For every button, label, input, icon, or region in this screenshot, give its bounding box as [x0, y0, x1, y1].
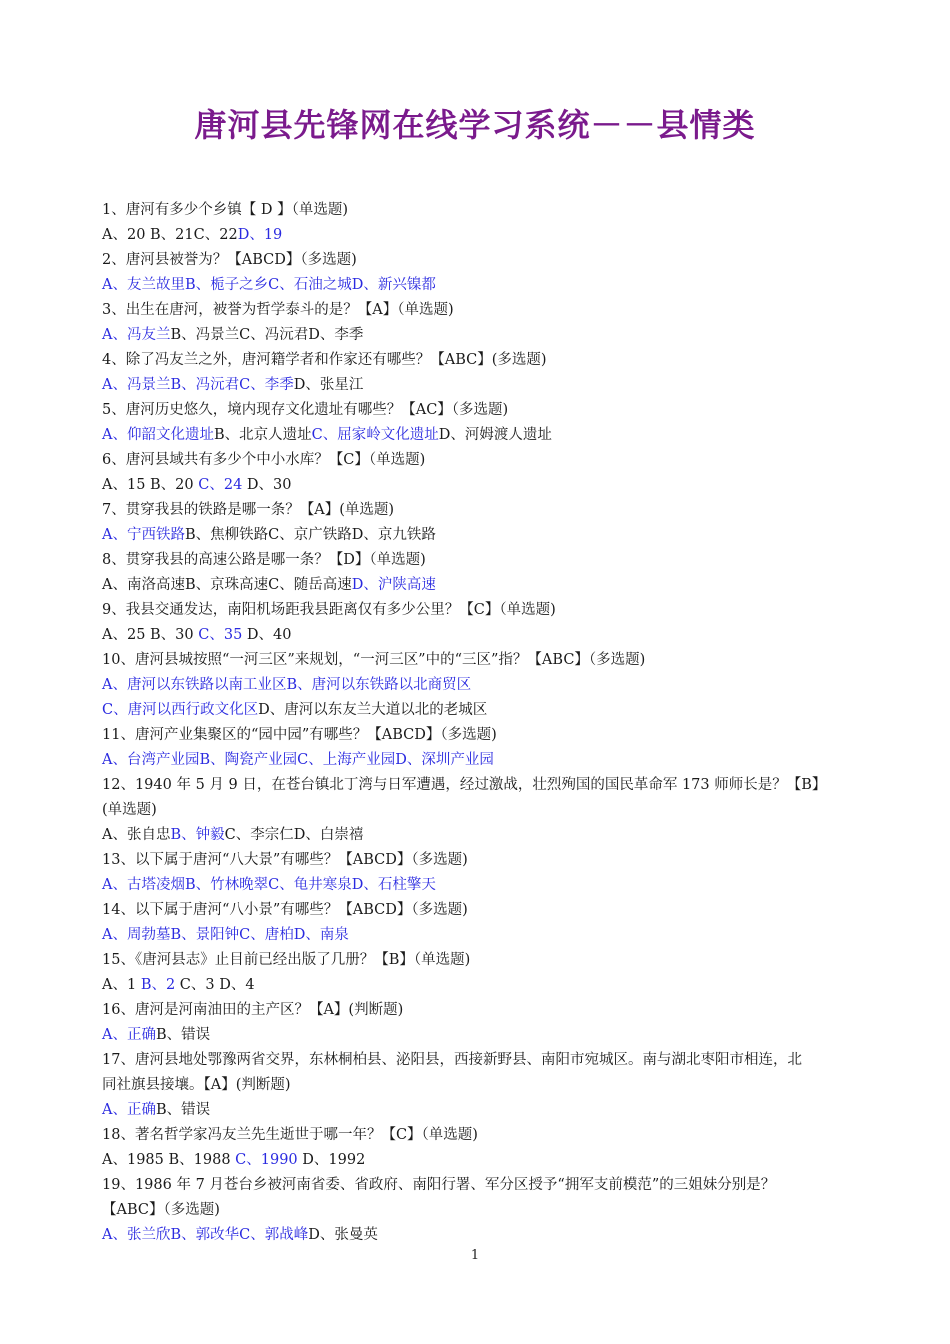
answer-highlight: B、2 [140, 977, 176, 993]
text-line [102, 1048, 872, 1073]
answer-highlight: A、宁西铁路 [102, 527, 185, 543]
answer-highlight: A、正确 [102, 1027, 156, 1043]
text-segment: 4、除了冯友兰之外，唐河籍学者和作家还有哪些？【ABC】(多选题) [102, 352, 547, 368]
text-line [102, 798, 872, 823]
answer-highlight: A、冯友兰 [102, 327, 171, 343]
text-segment: 17、唐河县地处鄂豫两省交界，东林桐柏县、泌阳县，西接新野县、南阳市宛城区。南与湖北枣阳市相连，北 [102, 1052, 802, 1068]
answer-highlight: A、冯景兰B、冯沅君C、李季 [102, 377, 294, 393]
text-line [102, 1123, 872, 1148]
text-segment: D、张曼英 [308, 1227, 378, 1243]
text-segment: D、30 [242, 477, 292, 493]
text-line [102, 398, 872, 423]
text-segment: 1、唐河有多少个乡镇【 D 】（单选题) [102, 202, 348, 218]
text-line [102, 273, 872, 298]
answer-highlight: A、正确 [102, 1102, 156, 1118]
text-line [102, 748, 872, 773]
text-segment: 同社旗县接壤。【A】(判断题) [102, 1077, 291, 1093]
text-segment: 【ABC】（多选题) [102, 1202, 220, 1218]
answer-highlight: D、沪陕高速 [351, 577, 436, 593]
text-segment: 8、贯穿我县的高速公路是哪一条？【D】（单选题) [102, 552, 426, 568]
text-line [102, 1223, 872, 1248]
answer-highlight: A、仰韶文化遗址 [102, 427, 214, 443]
text-segment: 10、唐河县城按照“一河三区”来规划，“一河三区”中的“三区”指？【ABC】（多选题) [102, 652, 646, 668]
text-line [102, 473, 872, 498]
text-segment: 2、唐河县被誉为？【ABCD】（多选题) [102, 252, 357, 268]
text-segment: 15、《唐河县志》止目前已经出版了几册？【B】（单选题) [102, 952, 471, 968]
text-line [102, 998, 872, 1023]
question-list [102, 198, 872, 1248]
text-line [102, 323, 872, 348]
text-line [102, 523, 872, 548]
answer-highlight: C、35 [198, 627, 243, 643]
text-line [102, 498, 872, 523]
text-segment: 18、著名哲学家冯友兰先生逝世于哪一年？【C】（单选题) [102, 1127, 478, 1143]
text-segment: D、张星江 [293, 377, 364, 393]
text-segment: 14、以下属于唐河“八小景”有哪些？【ABCD】（多选题) [102, 902, 468, 918]
text-line [102, 448, 872, 473]
text-line [102, 823, 872, 848]
text-line [102, 348, 872, 373]
text-segment: 5、唐河历史悠久，境内现存文化遗址有哪些？【AC】（多选题) [102, 402, 509, 418]
text-segment: A、25 B、30 [102, 627, 199, 643]
text-line [102, 1173, 872, 1198]
text-segment: C、李宗仁D、白崇禧 [224, 827, 364, 843]
answer-highlight: C、1990 [235, 1152, 298, 1168]
text-line [102, 198, 872, 223]
text-line [102, 1023, 872, 1048]
text-segment: 3、出生在唐河，被誉为哲学泰斗的是？【A】（单选题) [102, 302, 454, 318]
text-line [102, 598, 872, 623]
page-number: 1 [470, 1248, 480, 1263]
text-line [102, 698, 872, 723]
text-segment: B、焦柳铁路C、京广铁路D、京九铁路 [184, 527, 436, 543]
text-segment: A、1985 B、1988 [102, 1152, 236, 1168]
text-segment: C、3 D、4 [175, 977, 255, 993]
text-segment: 16、唐河是河南油田的主产区？【A】(判断题) [102, 1002, 404, 1018]
text-segment: B、北京人遗址 [213, 427, 312, 443]
text-segment: D、河姆渡人遗址 [438, 427, 552, 443]
text-segment: D、1992 [297, 1152, 366, 1168]
text-line [102, 1148, 872, 1173]
text-line [102, 623, 872, 648]
answer-highlight: A、周勃墓B、景阳钟C、唐柏D、南泉 [102, 927, 349, 943]
text-segment: 12、1940 年 5 月 9 日，在苍台镇北丁湾与日军遭遇，经过激战，壮烈殉国的国民革命军 173 师师长是？【B】 [102, 777, 827, 793]
text-segment: 7、贯穿我县的铁路是哪一条？【A】(单选题) [102, 502, 395, 518]
text-line [102, 223, 872, 248]
text-line [102, 848, 872, 873]
text-segment: 6、唐河县域共有多少个中小水库？【C】（单选题) [102, 452, 426, 468]
answer-highlight: B、钟毅 [170, 827, 225, 843]
answer-highlight: C、屈家岭文化遗址 [311, 427, 439, 443]
text-segment: B、错误 [155, 1027, 211, 1043]
text-line [102, 298, 872, 323]
text-segment: A、张自忠 [102, 827, 171, 843]
text-line [102, 548, 872, 573]
text-segment: 9、我县交通发达，南阳机场距我县距离仅有多少公里？【C】（单选题) [102, 602, 556, 618]
text-line [102, 373, 872, 398]
text-segment: (单选题) [102, 802, 157, 818]
text-line [102, 948, 872, 973]
text-segment: B、冯景兰C、冯沅君D、李季 [170, 327, 364, 343]
text-line [102, 873, 872, 898]
answer-highlight: A、古塔凌烟B、竹林晚翠C、龟井寒泉D、石柱擎天 [102, 877, 436, 893]
text-line [102, 423, 872, 448]
text-line [102, 773, 872, 798]
text-segment: A、南洛高速B、京珠高速C、随岳高速 [102, 577, 352, 593]
answer-highlight: A、唐河以东铁路以南工业区B、唐河以东铁路以北商贸区 [102, 677, 472, 693]
text-segment: 13、以下属于唐河“八大景”有哪些？【ABCD】（多选题) [102, 852, 468, 868]
text-line [102, 1073, 872, 1098]
text-segment: D、40 [242, 627, 292, 643]
text-line [102, 648, 872, 673]
text-line [102, 1198, 872, 1223]
text-segment: A、20 B、21C、22 [102, 227, 238, 243]
answer-highlight: D、19 [237, 227, 283, 243]
text-line [102, 923, 872, 948]
text-segment: D、唐河以东友兰大道以北的老城区 [258, 702, 488, 718]
text-line [102, 898, 872, 923]
text-line [102, 723, 872, 748]
answer-highlight: A、张兰欣B、郭改华C、郭战峰 [102, 1227, 309, 1243]
text-segment: A、1 [102, 977, 141, 993]
text-segment: B、错误 [155, 1102, 211, 1118]
answer-highlight: A、台湾产业园B、陶瓷产业园C、上海产业园D、深圳产业园 [102, 752, 494, 768]
text-segment: 11、唐河产业集聚区的“园中园”有哪些？【ABCD】（多选题) [102, 727, 497, 743]
document-title: 唐河县先锋网在线学习系统－－县情类 [194, 106, 756, 144]
text-segment: A、15 B、20 [102, 477, 199, 493]
text-line [102, 1098, 872, 1123]
text-line [102, 973, 872, 998]
text-segment: 19、1986 年 7 月苍台乡被河南省委、省政府、南阳行署、军分区授予“拥军支前模范”的三姐妹分别是？ [102, 1177, 776, 1193]
answer-highlight: C、24 [198, 477, 243, 493]
answer-highlight: A、友兰故里B、栀子之乡C、石油之城D、新兴镍都 [102, 277, 436, 293]
answer-highlight: C、唐河以西行政文化区 [102, 702, 259, 718]
text-line [102, 248, 872, 273]
text-line [102, 573, 872, 598]
text-line [102, 673, 872, 698]
